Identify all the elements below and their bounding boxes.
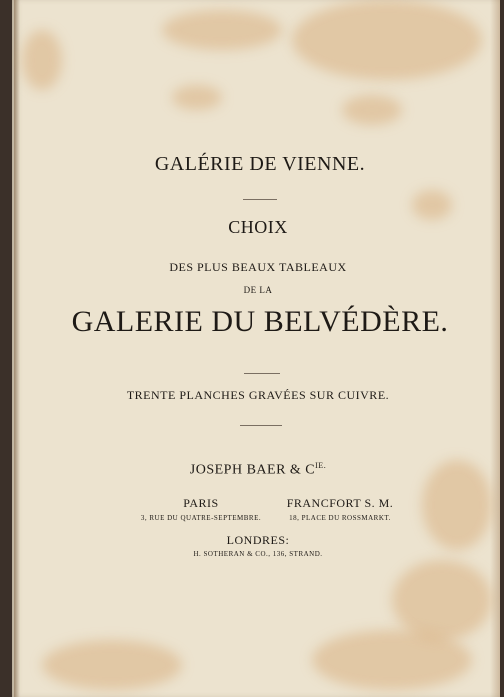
subtitle-line-2: DE LA <box>243 285 273 295</box>
foxing-stain <box>42 640 182 690</box>
foxing-stain <box>312 630 472 690</box>
foxing-stain <box>342 95 402 125</box>
series-title: GALÉRIE DE VIENNE. <box>154 153 366 175</box>
rule-1 <box>243 199 277 200</box>
city-london: LONDRES: <box>226 533 290 547</box>
publisher-suffix: IE. <box>315 461 327 470</box>
foxing-stain <box>172 85 222 110</box>
foxing-stain <box>392 560 492 640</box>
foxing-stain <box>162 10 282 50</box>
foxing-stain <box>412 190 452 220</box>
choix-heading: CHOIX <box>228 217 288 237</box>
subtitle-line-1: DES PLUS BEAUX TABLEAUX <box>169 260 347 274</box>
rule-2 <box>244 373 280 374</box>
binding-shadow <box>14 0 20 697</box>
publisher <box>6 461 504 479</box>
city-paris: PARIS <box>183 496 219 510</box>
foxing-stain <box>22 30 62 90</box>
title-page <box>12 0 500 697</box>
address-paris: 3, RUE DU QUATRE-SEPTEMBRE. <box>140 514 262 522</box>
city-frankfurt: FRANCFORT S. M. <box>286 496 394 510</box>
foxing-stain <box>292 0 482 80</box>
plates-line: TRENTE PLANCHES GRAVÉES SUR CUIVRE. <box>126 388 390 402</box>
page-edge <box>490 0 500 697</box>
publisher-name: JOSEPH BAER & C <box>189 462 316 478</box>
rule-3 <box>240 425 282 426</box>
address-london: H. SOTHERAN & CO., 136, STRAND. <box>193 550 323 558</box>
main-title: GALERIE DU BELVÉDÈRE. <box>71 305 449 338</box>
address-frankfurt: 18, PLACE DU ROSSMARKT. <box>289 514 391 522</box>
